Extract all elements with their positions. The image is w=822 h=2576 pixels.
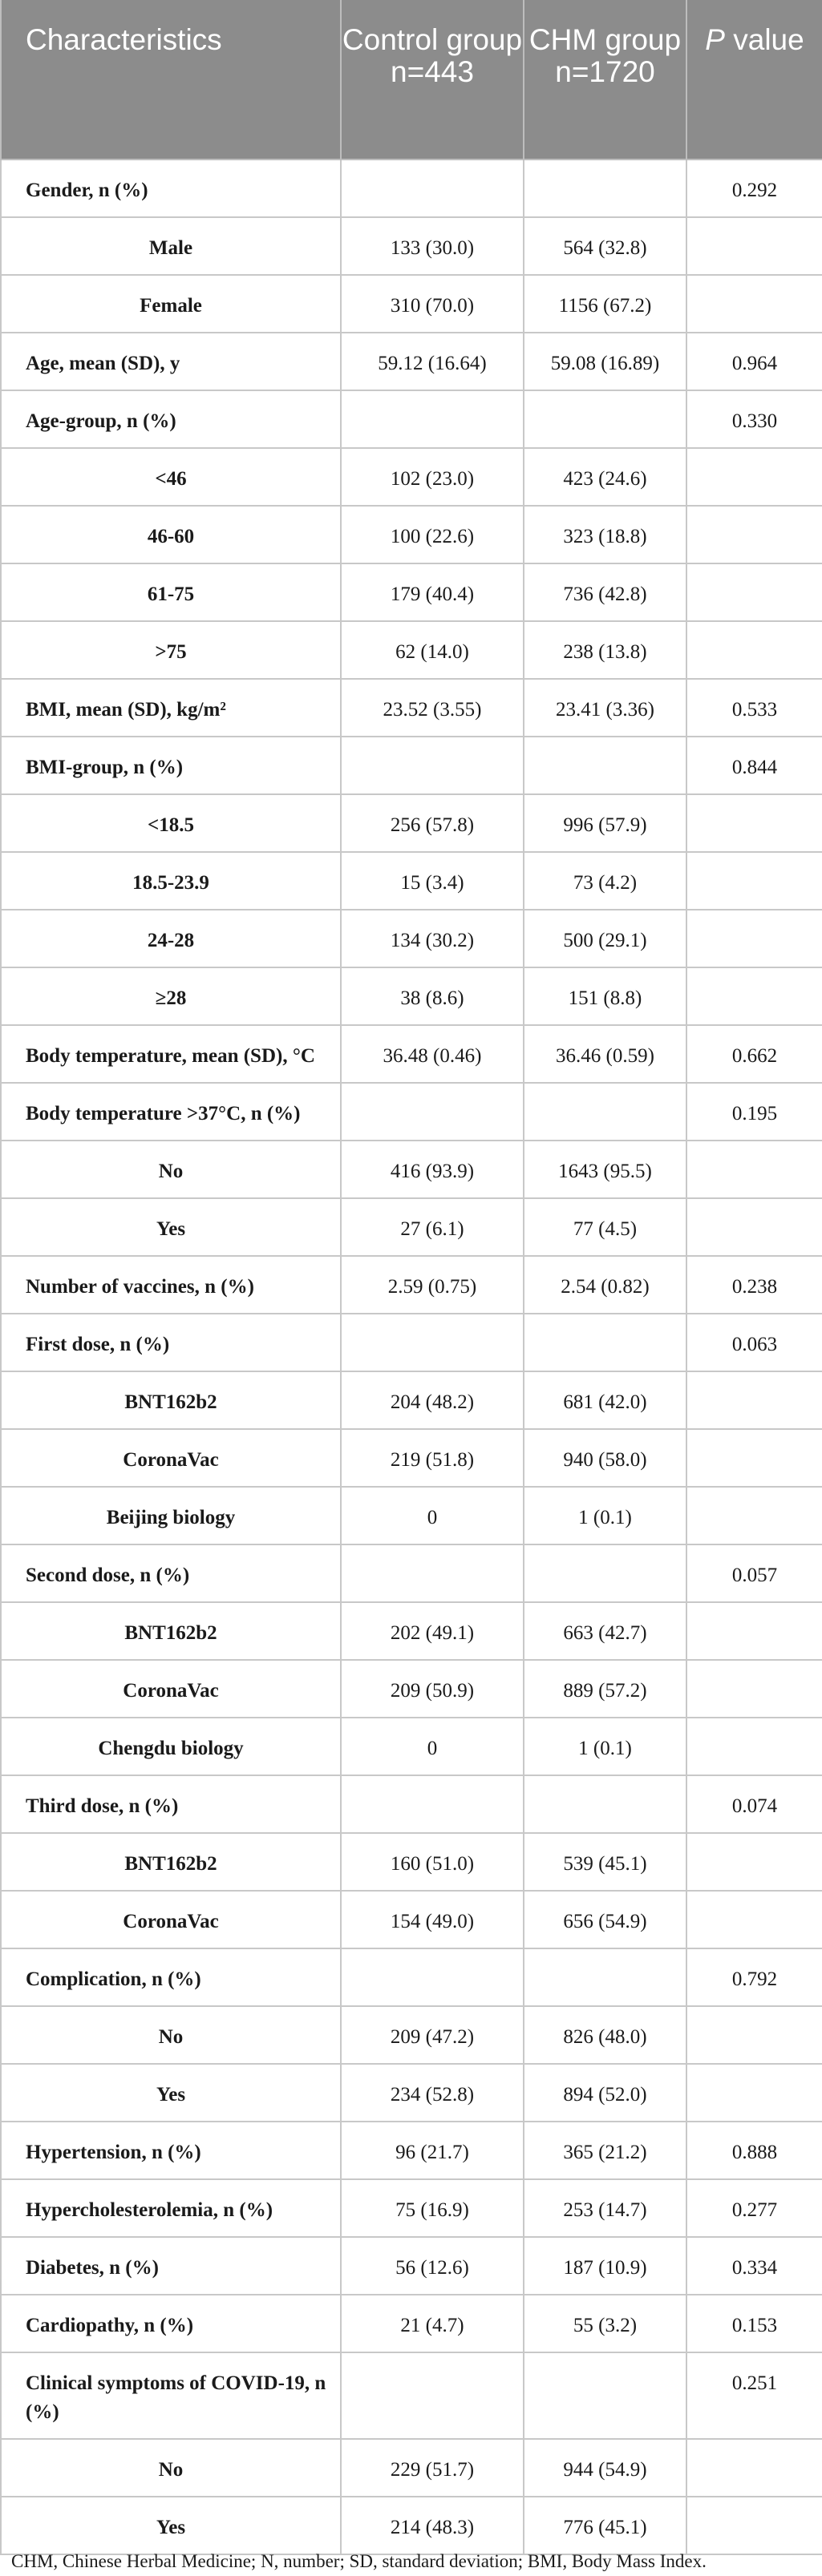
table-row [1,1256,822,1314]
control-value: 27 (6.1) [341,1198,524,1256]
p-value: 0.063 [686,1314,822,1371]
row-label: CoronaVac [1,1891,341,1948]
chm-value: 564 (32.8) [524,217,686,275]
control-value: 214 (48.3) [341,2497,524,2554]
table-row [1,1833,822,1891]
control-value [341,1544,524,1602]
control-value: 23.52 (3.55) [341,679,524,737]
table-row [1,2352,822,2439]
table-row [1,333,822,390]
control-value: 100 (22.6) [341,506,524,563]
header-p-letter: P [705,23,725,56]
row-label: 46-60 [1,506,341,563]
row-label: Yes [1,2497,341,2554]
p-value [686,1718,822,1775]
row-label: Chengdu biology [1,1718,341,1775]
p-value [686,275,822,333]
p-value [686,2439,822,2497]
control-value [341,159,524,217]
chm-value [524,2352,686,2439]
table-row [1,1718,822,1775]
control-value [341,2352,524,2439]
p-value [686,563,822,621]
chm-value [524,1775,686,1833]
table-row [1,1025,822,1083]
row-label: Age-group, n (%) [1,390,341,448]
table-row [1,448,822,506]
p-value: 0.277 [686,2179,822,2237]
control-value [341,737,524,794]
p-value [686,967,822,1025]
chm-value: 423 (24.6) [524,448,686,506]
chm-value: 36.46 (0.59) [524,1025,686,1083]
control-value: 416 (93.9) [341,1141,524,1198]
control-value: 179 (40.4) [341,563,524,621]
control-value: 21 (4.7) [341,2295,524,2352]
table-row [1,159,822,217]
p-value [686,217,822,275]
p-value: 0.888 [686,2122,822,2179]
row-label: BNT162b2 [1,1371,341,1429]
row-label: Female [1,275,341,333]
chm-value [524,1948,686,2006]
header-characteristics: Characteristics [1,0,341,159]
table-row [1,275,822,333]
p-value [686,448,822,506]
control-value [341,1775,524,1833]
chm-value: 940 (58.0) [524,1429,686,1487]
chm-value: 23.41 (3.36) [524,679,686,737]
control-value: 0 [341,1487,524,1544]
row-label: Clinical symptoms of COVID-19, n (%) [1,2352,341,2439]
p-value: 0.662 [686,1025,822,1083]
chm-value: 238 (13.8) [524,621,686,679]
p-value: 0.074 [686,1775,822,1833]
chm-value: 500 (29.1) [524,910,686,967]
table-row [1,910,822,967]
row-label: First dose, n (%) [1,1314,341,1371]
p-value [686,910,822,967]
chm-value: 77 (4.5) [524,1198,686,1256]
control-value: 204 (48.2) [341,1371,524,1429]
table-row [1,217,822,275]
chm-value: 187 (10.9) [524,2237,686,2295]
chm-value [524,1544,686,1602]
chm-value: 663 (42.7) [524,1602,686,1660]
p-value: 0.251 [686,2352,822,2439]
header-row [1,0,822,159]
control-value: 154 (49.0) [341,1891,524,1948]
p-value [686,1660,822,1718]
chm-value: 73 (4.2) [524,852,686,910]
p-value: 0.057 [686,1544,822,1602]
table-row [1,506,822,563]
row-label: No [1,2439,341,2497]
chm-value: 656 (54.9) [524,1891,686,1948]
p-value [686,2006,822,2064]
table-row [1,1487,822,1544]
row-label: Number of vaccines, n (%) [1,1256,341,1314]
table-row [1,1602,822,1660]
chm-value: 776 (45.1) [524,2497,686,2554]
chm-value: 944 (54.9) [524,2439,686,2497]
chm-value: 889 (57.2) [524,1660,686,1718]
p-value: 0.292 [686,159,822,217]
chm-value [524,737,686,794]
p-value: 0.844 [686,737,822,794]
chm-value: 681 (42.0) [524,1371,686,1429]
table-row [1,2179,822,2237]
control-value: 75 (16.9) [341,2179,524,2237]
table-row [1,967,822,1025]
chm-value [524,1314,686,1371]
table-row [1,679,822,737]
p-value [686,1833,822,1891]
control-value: 229 (51.7) [341,2439,524,2497]
control-value: 56 (12.6) [341,2237,524,2295]
row-label: >75 [1,621,341,679]
control-value: 36.48 (0.46) [341,1025,524,1083]
p-value: 0.964 [686,333,822,390]
row-label: Second dose, n (%) [1,1544,341,1602]
control-value [341,1314,524,1371]
control-value: 310 (70.0) [341,275,524,333]
chm-value: 1156 (67.2) [524,275,686,333]
p-value [686,1891,822,1948]
control-value [341,1083,524,1141]
row-label: Diabetes, n (%) [1,2237,341,2295]
row-label: ≥28 [1,967,341,1025]
control-value: 133 (30.0) [341,217,524,275]
control-value: 202 (49.1) [341,1602,524,1660]
control-value: 160 (51.0) [341,1833,524,1891]
chm-value: 996 (57.9) [524,794,686,852]
row-label: <46 [1,448,341,506]
table-row [1,2006,822,2064]
table-row [1,1775,822,1833]
control-value: 59.12 (16.64) [341,333,524,390]
p-value [686,1371,822,1429]
row-label: CoronaVac [1,1429,341,1487]
chm-value: 55 (3.2) [524,2295,686,2352]
row-label: 18.5-23.9 [1,852,341,910]
control-value: 256 (57.8) [341,794,524,852]
control-value [341,1948,524,2006]
control-value: 234 (52.8) [341,2064,524,2122]
row-label: BNT162b2 [1,1602,341,1660]
table-row [1,1660,822,1718]
row-label: BMI, mean (SD), kg/m² [1,679,341,737]
p-value [686,621,822,679]
table-row [1,621,822,679]
row-label: Hypertension, n (%) [1,2122,341,2179]
p-value: 0.238 [686,1256,822,1314]
row-label: Complication, n (%) [1,1948,341,2006]
row-label: 61-75 [1,563,341,621]
chm-value: 539 (45.1) [524,1833,686,1891]
p-value [686,1198,822,1256]
row-label: Age, mean (SD), y [1,333,341,390]
table-row [1,563,822,621]
chm-value: 253 (14.7) [524,2179,686,2237]
chm-value: 1643 (95.5) [524,1141,686,1198]
p-value [686,2497,822,2554]
control-value: 134 (30.2) [341,910,524,967]
table-row [1,1198,822,1256]
control-value: 219 (51.8) [341,1429,524,1487]
table-row [1,2497,822,2554]
control-value: 62 (14.0) [341,621,524,679]
control-value: 96 (21.7) [341,2122,524,2179]
row-label: No [1,2006,341,2064]
chm-value: 1 (0.1) [524,1718,686,1775]
row-label: BMI-group, n (%) [1,737,341,794]
header-p-suffix: value [724,23,804,56]
row-label: Yes [1,2064,341,2122]
control-value [341,390,524,448]
table-row [1,1891,822,1948]
table-row [1,2295,822,2352]
p-value: 0.153 [686,2295,822,2352]
table-row [1,2122,822,2179]
chm-value: 2.54 (0.82) [524,1256,686,1314]
p-value [686,852,822,910]
row-label: BNT162b2 [1,1833,341,1891]
p-value: 0.195 [686,1083,822,1141]
control-value: 2.59 (0.75) [341,1256,524,1314]
chm-value: 323 (18.8) [524,506,686,563]
table-footnote: CHM, Chinese Herbal Medicine; N, number; SD, standard deviation; BMI, Body Mass Index. [11,2551,707,2571]
header-p-value [686,0,822,159]
table-row [1,852,822,910]
p-value: 0.533 [686,679,822,737]
table-row [1,1314,822,1371]
p-value [686,794,822,852]
row-label: Third dose, n (%) [1,1775,341,1833]
table-row [1,737,822,794]
chm-value: 59.08 (16.89) [524,333,686,390]
table-row [1,2064,822,2122]
p-value: 0.330 [686,390,822,448]
row-label: No [1,1141,341,1198]
p-value: 0.334 [686,2237,822,2295]
control-value: 209 (50.9) [341,1660,524,1718]
chm-value: 365 (21.2) [524,2122,686,2179]
p-value [686,2064,822,2122]
chm-value: 151 (8.8) [524,967,686,1025]
p-value [686,506,822,563]
table-row [1,1141,822,1198]
p-value [686,1487,822,1544]
table-row [1,2439,822,2497]
control-value: 38 (8.6) [341,967,524,1025]
chm-value [524,159,686,217]
row-label: 24-28 [1,910,341,967]
table-row [1,1429,822,1487]
table-row [1,794,822,852]
row-label: CoronaVac [1,1660,341,1718]
row-label: Male [1,217,341,275]
chm-value: 736 (42.8) [524,563,686,621]
chm-value [524,390,686,448]
p-value [686,1429,822,1487]
table-row [1,2237,822,2295]
row-label: Body temperature, mean (SD), °C [1,1025,341,1083]
row-label: Cardiopathy, n (%) [1,2295,341,2352]
control-value: 15 (3.4) [341,852,524,910]
row-label: Body temperature >37°C, n (%) [1,1083,341,1141]
table-row [1,390,822,448]
row-label: <18.5 [1,794,341,852]
table-body [1,159,822,2554]
row-label: Beijing biology [1,1487,341,1544]
p-value [686,1602,822,1660]
row-label: Gender, n (%) [1,159,341,217]
control-value: 209 (47.2) [341,2006,524,2064]
table-row [1,1948,822,2006]
table-row [1,1371,822,1429]
chm-value: 894 (52.0) [524,2064,686,2122]
table-row [1,1544,822,1602]
table-header [1,0,822,159]
p-value: 0.792 [686,1948,822,2006]
chm-value [524,1083,686,1141]
row-label: Yes [1,1198,341,1256]
table-row [1,1083,822,1141]
p-value [686,1141,822,1198]
header-control-group: Control group n=443 [341,0,524,159]
chm-value: 826 (48.0) [524,2006,686,2064]
chm-value: 1 (0.1) [524,1487,686,1544]
header-chm-group: CHM group n=1720 [524,0,686,159]
row-label: Hypercholesterolemia, n (%) [1,2179,341,2237]
control-value: 0 [341,1718,524,1775]
control-value: 102 (23.0) [341,448,524,506]
